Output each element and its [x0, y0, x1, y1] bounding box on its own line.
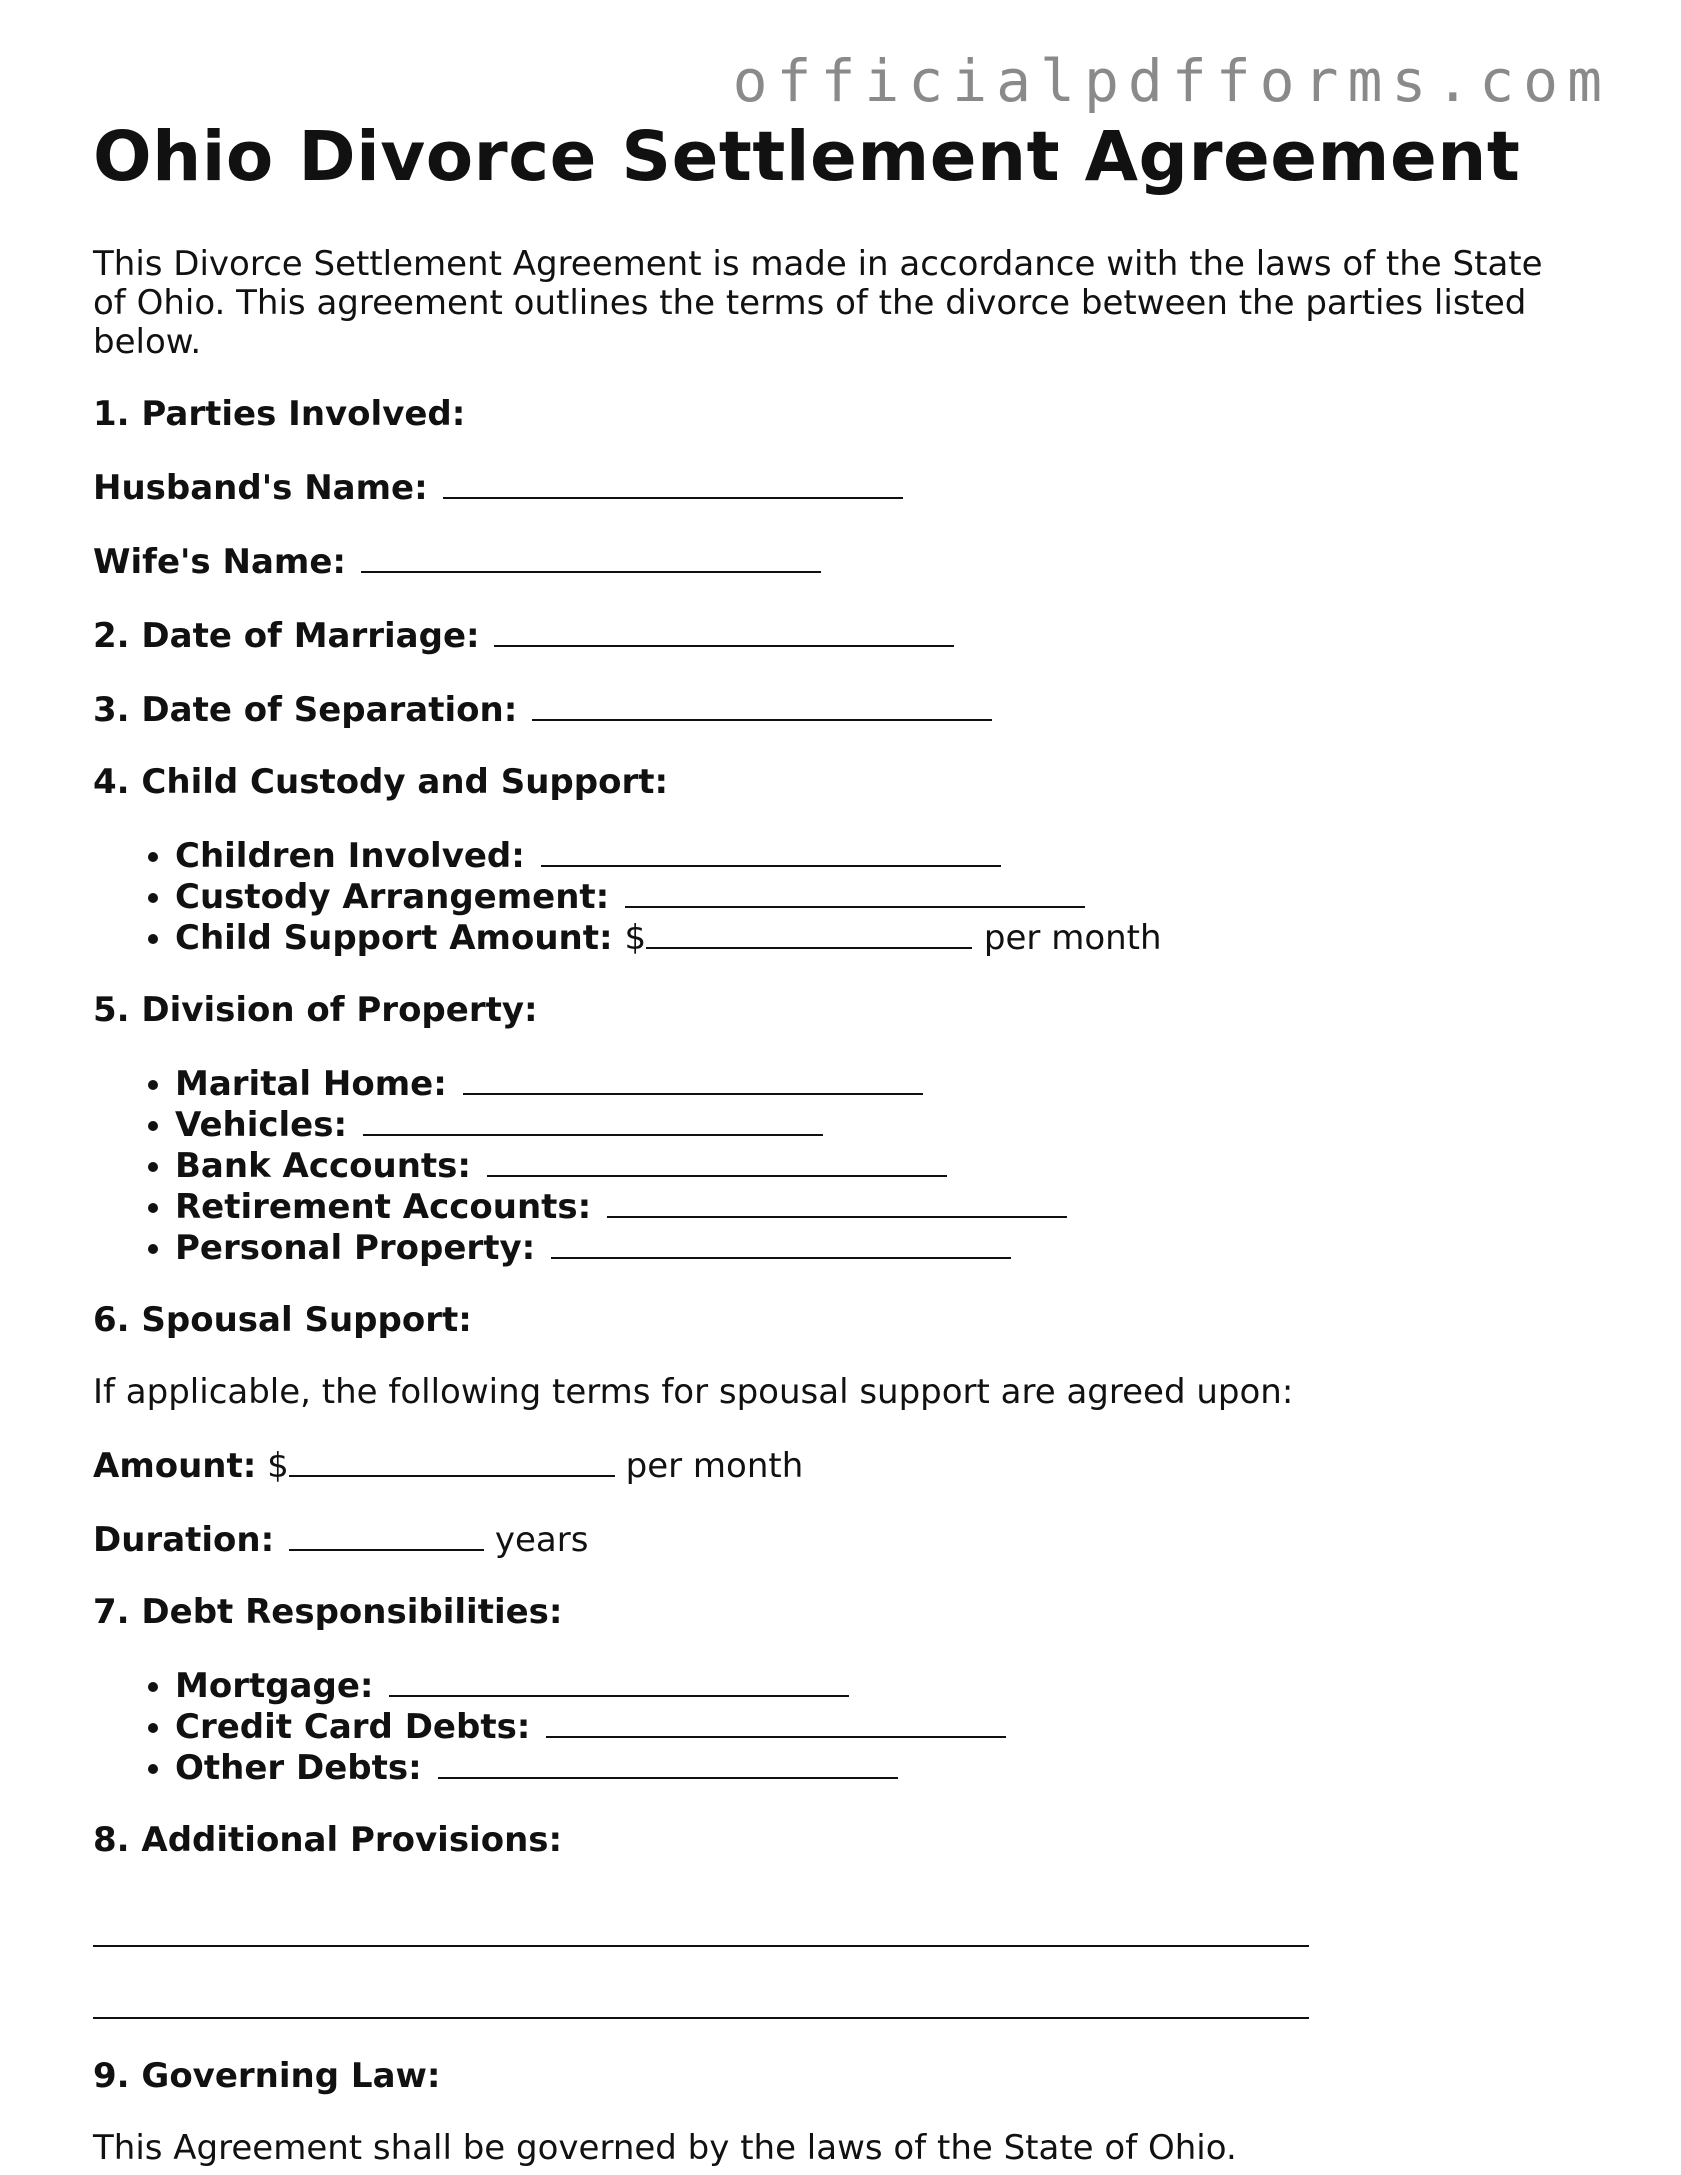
list-item — [175, 917, 1593, 958]
spousal-amount-label: Amount: — [93, 1446, 257, 1487]
marital-home-label: Marital Home: — [175, 1064, 447, 1105]
spousal-amount-field — [93, 1445, 1593, 1486]
per-month-text: per month — [983, 918, 1162, 959]
list-item — [175, 835, 1593, 876]
section-separation-heading: 3. Date of Separation: — [93, 690, 518, 731]
list-item — [175, 1186, 1593, 1227]
section-provisions-heading: 8. Additional Provisions: — [93, 1820, 563, 1861]
list-item — [175, 1227, 1593, 1268]
list-item — [175, 1104, 1593, 1145]
spousal-support-text: If applicable, the following terms for spousal support are agreed upon: — [93, 1372, 1294, 1413]
custody-arrangement-blank[interactable] — [625, 876, 1085, 908]
list-item — [175, 1706, 1593, 1747]
bank-accounts-blank[interactable] — [487, 1145, 947, 1177]
custody-arrangement-label: Custody Arrangement: — [175, 877, 610, 918]
mortgage-label: Mortgage: — [175, 1666, 374, 1707]
child-support-blank[interactable] — [646, 917, 972, 949]
list-item — [175, 876, 1593, 917]
spousal-amount-blank[interactable] — [289, 1445, 615, 1477]
other-debts-blank[interactable] — [438, 1747, 898, 1779]
husband-name-field — [93, 467, 1593, 508]
section-spousal-heading: 6. Spousal Support: — [93, 1300, 472, 1341]
per-month-text: per month — [625, 1446, 804, 1487]
governing-law-text: This Agreement shall be governed by the laws of the State of Ohio. — [93, 2128, 1237, 2169]
child-support-label: Child Support Amount: — [175, 918, 613, 959]
provisions-blank-2[interactable] — [93, 1965, 1309, 2019]
debt-list — [93, 1665, 1593, 1788]
section-governing-heading: 9. Governing Law: — [93, 2056, 441, 2097]
wife-name-label: Wife's Name: — [93, 542, 346, 583]
custody-list — [93, 835, 1593, 958]
children-involved-label: Children Involved: — [175, 836, 525, 877]
wife-name-field — [93, 541, 1593, 582]
wife-name-blank[interactable] — [361, 541, 821, 573]
personal-property-blank[interactable] — [551, 1227, 1011, 1259]
retirement-accounts-blank[interactable] — [607, 1186, 1067, 1218]
currency-symbol: $ — [267, 1446, 289, 1487]
date-of-marriage-blank[interactable] — [494, 615, 954, 647]
provisions-blank-1[interactable] — [93, 1893, 1309, 1947]
list-item — [175, 1665, 1593, 1706]
section-marriage-heading: 2. Date of Marriage: — [93, 616, 480, 657]
duration-blank[interactable] — [289, 1519, 484, 1551]
property-list — [93, 1063, 1593, 1268]
vehicles-label: Vehicles: — [175, 1105, 348, 1146]
date-of-separation-blank[interactable] — [532, 689, 992, 721]
retirement-accounts-label: Retirement Accounts: — [175, 1187, 592, 1228]
watermark: officialpdfforms.com — [732, 47, 1611, 115]
provisions-line-1[interactable] — [93, 1893, 1593, 1945]
credit-card-label: Credit Card Debts: — [175, 1707, 531, 1748]
date-of-separation-field — [93, 689, 1593, 730]
list-item — [175, 1063, 1593, 1104]
other-debts-label: Other Debts: — [175, 1748, 422, 1789]
document-page — [93, 118, 1593, 2168]
husband-name-blank[interactable] — [443, 467, 903, 499]
credit-card-blank[interactable] — [546, 1706, 1006, 1738]
list-item — [175, 1747, 1593, 1788]
husband-name-label: Husband's Name: — [93, 468, 428, 509]
section-debt-heading: 7. Debt Responsibilities: — [93, 1592, 563, 1633]
duration-label: Duration: — [93, 1520, 275, 1561]
spousal-duration-field — [93, 1519, 1593, 1560]
section-custody-heading: 4. Child Custody and Support: — [93, 762, 669, 803]
marital-home-blank[interactable] — [463, 1063, 923, 1095]
years-text: years — [494, 1520, 589, 1561]
date-of-marriage-field — [93, 615, 1593, 656]
section-parties-heading: 1. Parties Involved: — [93, 394, 466, 435]
provisions-line-2[interactable] — [93, 1965, 1593, 2017]
bank-accounts-label: Bank Accounts: — [175, 1146, 471, 1187]
personal-property-label: Personal Property: — [175, 1228, 536, 1269]
section-property-heading: 5. Division of Property: — [93, 990, 538, 1031]
currency-symbol: $ — [624, 918, 647, 959]
intro-paragraph: This Divorce Settlement Agreement is made in accordance with the laws of the State of Ohio. This agreement outlines the terms of the divorce between the parties listed below. — [93, 244, 1543, 363]
mortgage-blank[interactable] — [389, 1665, 849, 1697]
page-title: Ohio Divorce Settlement Agreement — [93, 117, 1521, 197]
children-involved-blank[interactable] — [541, 835, 1001, 867]
list-item — [175, 1145, 1593, 1186]
vehicles-blank[interactable] — [363, 1104, 823, 1136]
